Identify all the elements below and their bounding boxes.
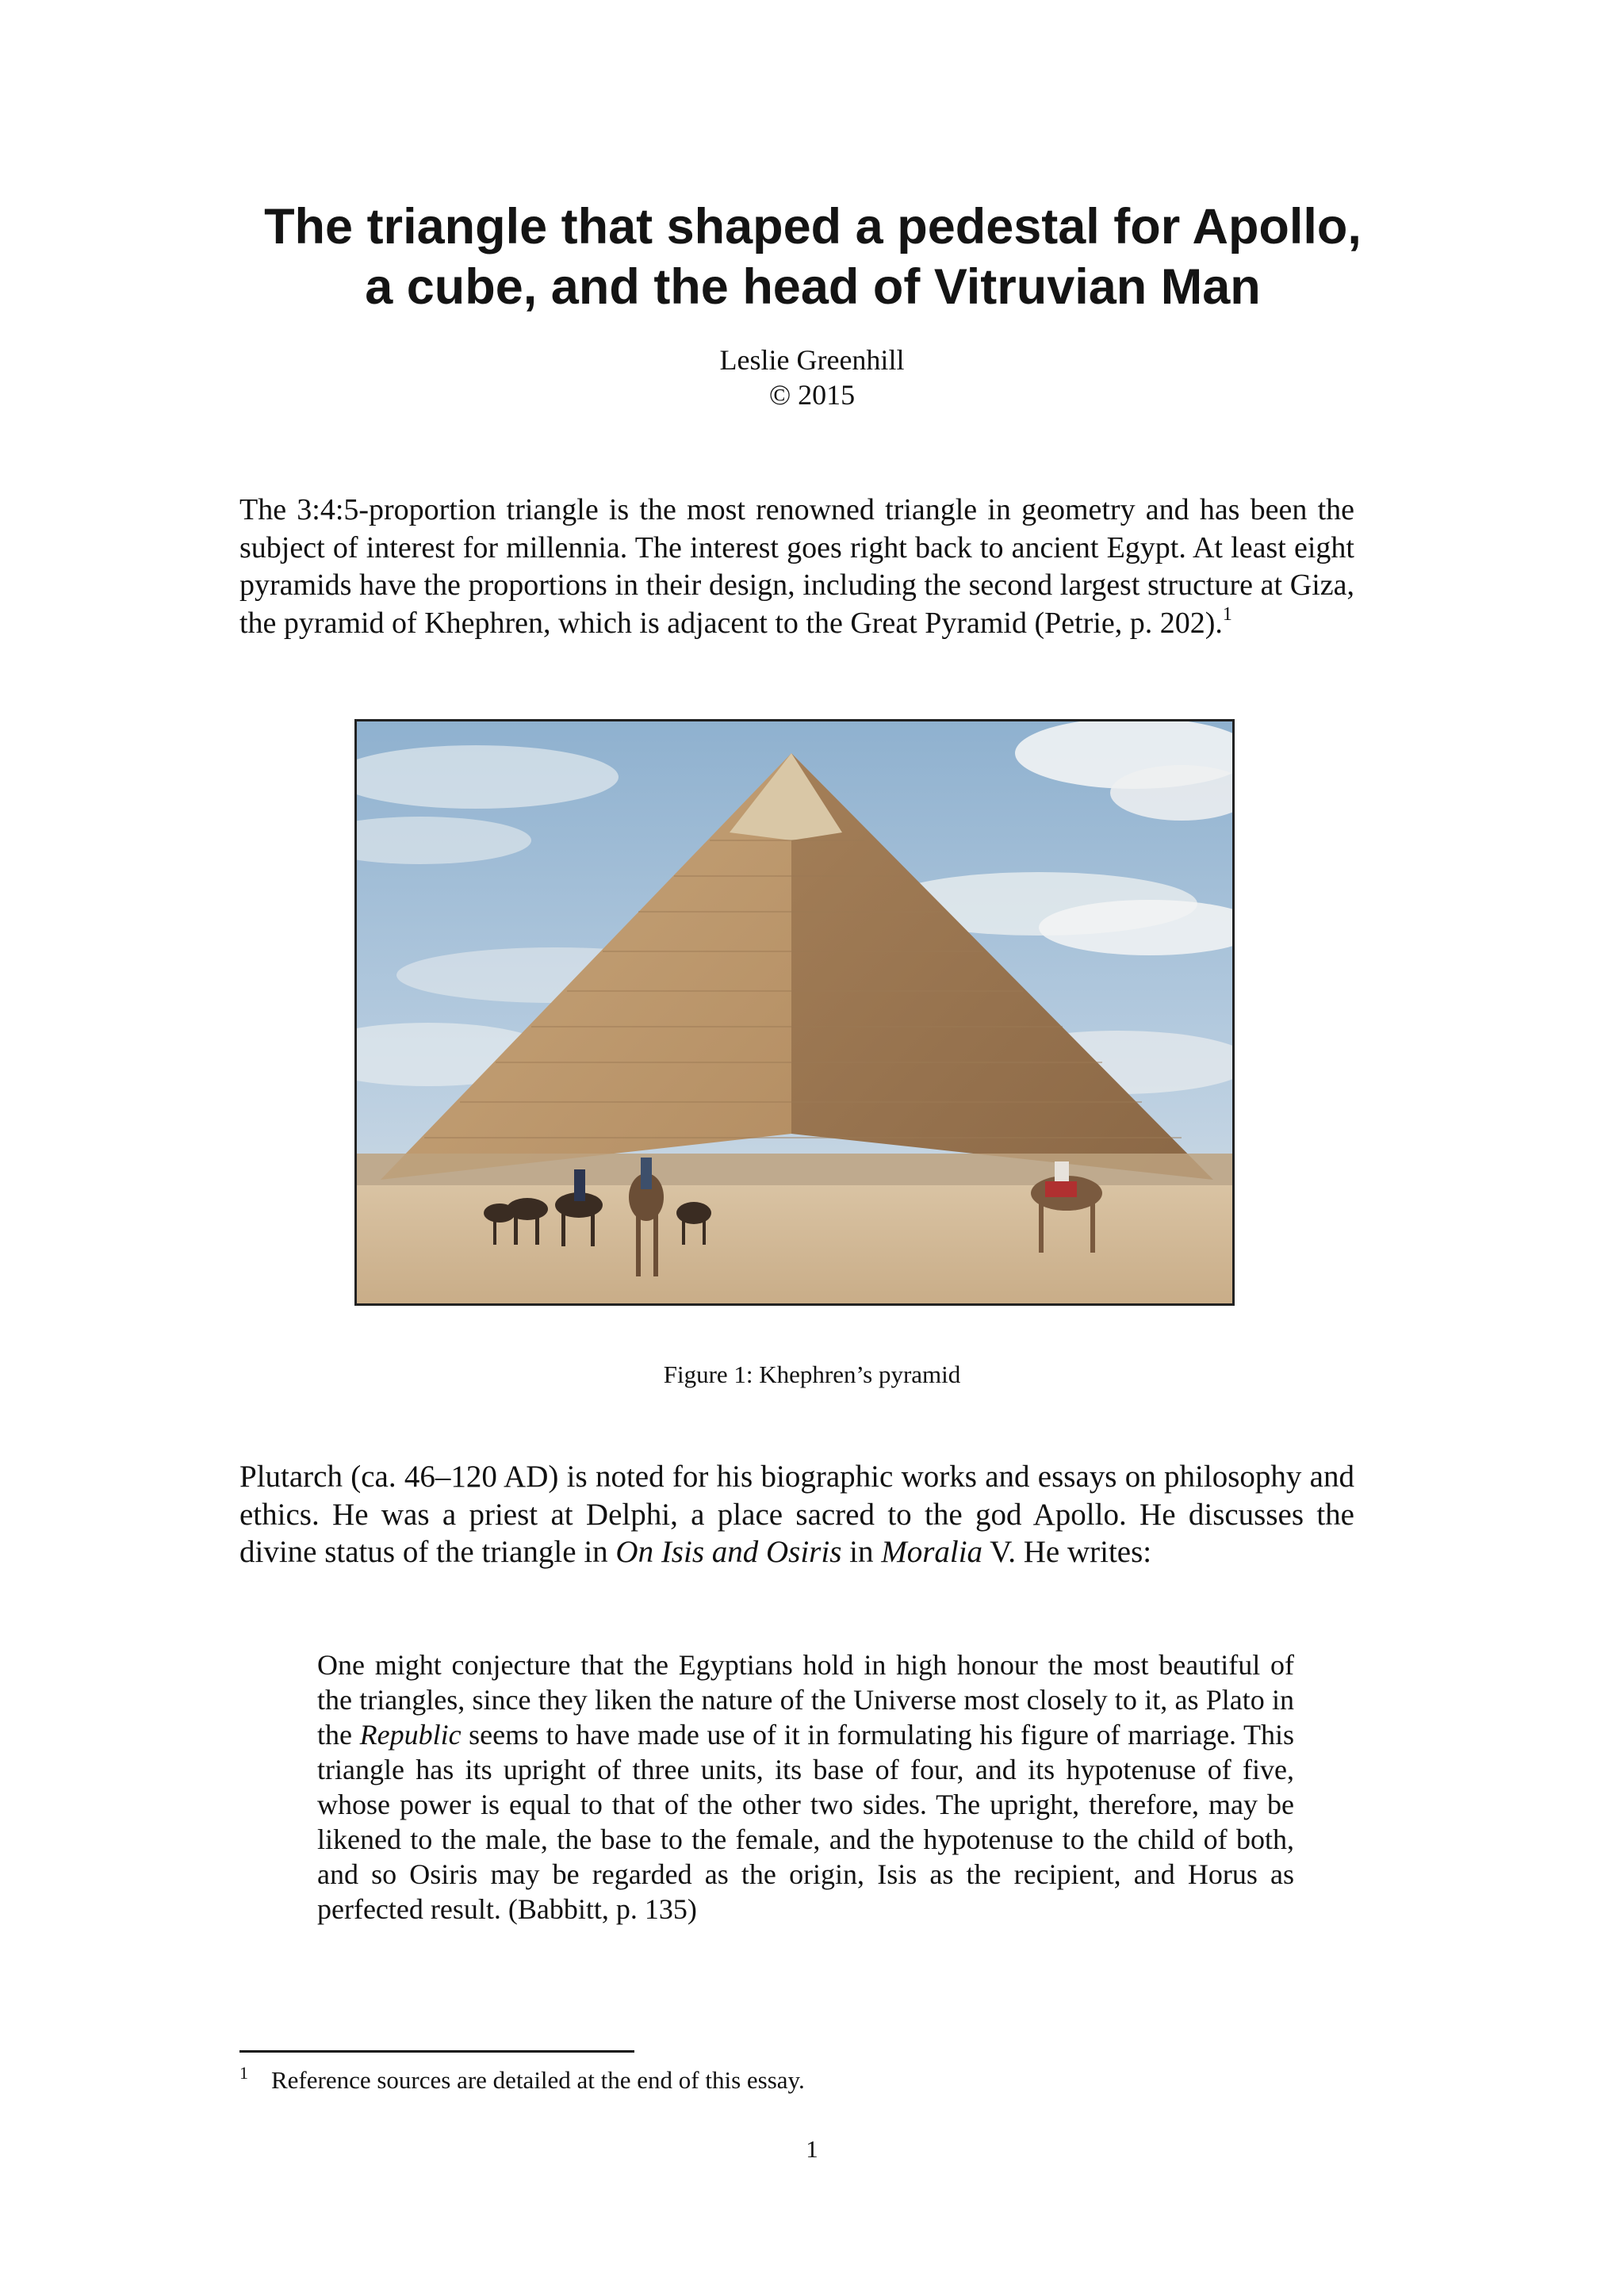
footnote: 1 Reference sources are detailed at the end of this essay.	[239, 2063, 805, 2094]
plutarch-text-1: Plutarch (ca. 46–120 AD) is noted for his biographic works and essays on philosophy and ethics. He was a priest at Delphi, a place sacred to the god Apollo. He discusses the divine status of the triangle in	[239, 1460, 1354, 1569]
title-line-2: a cube, and the head of Vitruvian Man	[365, 259, 1261, 315]
footnote-text: Reference sources are detailed at the end of this essay.	[271, 2066, 805, 2094]
intro-paragraph-text: The 3:4:5-proportion triangle is the most renowned triangle in geometry and has been the subject of interest for millennia. The interest goes right back to ancient Egypt. At least eight pyramids have the proportions in their design, including the second largest structure at Giza, the pyramid of Khephren, which is adjacent to the Great Pyramid (Petrie, p. 202).	[239, 493, 1354, 640]
page-title	[206, 197, 1419, 317]
title-line-1: The triangle that shaped a pedestal for Apollo,	[264, 199, 1362, 254]
copyright-line: © 2015	[768, 379, 856, 411]
plutarch-text-2: in	[841, 1535, 882, 1569]
plutarch-text-3: V. He writes:	[982, 1535, 1152, 1569]
author-block	[0, 342, 1624, 412]
author-name: Leslie Greenhill	[719, 344, 905, 376]
quote-text-2: seems to have made use of it in formulating his figure of marriage. This triangle has its upright of three units, its base of four, and its hypotenuse of five, whose power is equal to that of the other two sides. The upright, therefore, may be likened to the male, the base to the female, and the hypotenuse to the child of both, and so Osiris may be regarded as the origin, Isis as the recipient, and Horus as perfected result. (Babbitt, p. 135)	[317, 1719, 1294, 1925]
footnote-reference[interactable]: 1	[1222, 603, 1232, 625]
intro-paragraph	[239, 492, 1354, 642]
work-title-moralia: Moralia	[881, 1535, 983, 1569]
block-quote	[317, 1647, 1294, 1927]
pyramid-photo-illustration	[357, 721, 1232, 1303]
pyramid-photo	[354, 719, 1235, 1306]
quote-text-1: One might conjecture that the Egyptians hold in high honour the most beautiful of the triangles, since they liken the nature of the Universe most closely to it, as Plato in the	[317, 1649, 1294, 1751]
work-title-republic: Republic	[359, 1719, 462, 1751]
plutarch-paragraph	[239, 1458, 1354, 1571]
figure-caption: Figure 1: Khephren’s pyramid	[663, 1360, 961, 1388]
footnote-separator	[239, 2050, 634, 2053]
work-title-isis-osiris: On Isis and Osiris	[615, 1535, 842, 1569]
page-number: 1	[806, 2135, 818, 2163]
